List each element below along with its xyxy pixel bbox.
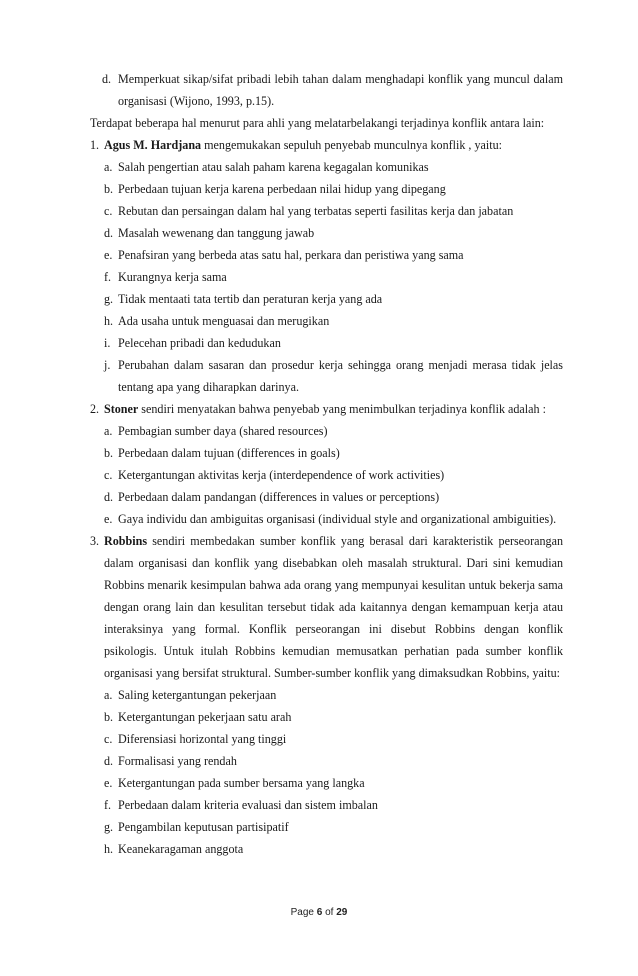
page-footer	[0, 907, 638, 918]
section-number: 3.	[90, 534, 100, 548]
footer-current-page: 6	[316, 907, 323, 918]
list-item	[104, 200, 563, 222]
footer-prefix: Page	[290, 907, 317, 918]
list-text: Saling ketergantungan pekerjaan	[118, 688, 277, 702]
list-text: Rebutan dan persaingan dalam hal yang terbatas seperti fasilitas kerja dan jabatan	[118, 204, 514, 218]
list-item	[104, 684, 563, 706]
list-text: Formalisasi yang rendah	[118, 754, 237, 768]
list-item	[104, 354, 563, 398]
list-text: Masalah wewenang dan tanggung jawab	[118, 226, 315, 240]
list-label: a.	[104, 160, 113, 174]
section-body: sendiri menyatakan bahwa penyebab yang menimbulkan terjadinya konflik adalah :	[138, 402, 546, 416]
list-item	[104, 310, 563, 332]
section-body: mengemukakan sepuluh penyebab munculnya konflik , yaitu:	[201, 138, 503, 152]
numbered-sections	[90, 134, 563, 860]
list-text: Ketergantungan aktivitas kerja (interdependence of work activities)	[118, 468, 445, 482]
lead-paragraph: Terdapat beberapa hal menurut para ahli yang melatarbelakangi terjadinya konflik antara lain:	[90, 116, 545, 130]
list-label: c.	[104, 468, 113, 482]
section-3	[90, 530, 563, 860]
list-text: Perubahan dalam sasaran dan prosedur kerja sehingga orang menjadi merasa tidak jelas tentang apa yang diharapkan darinya.	[118, 358, 563, 394]
author-name: Agus M. Hardjana	[104, 138, 202, 152]
list-label: d.	[104, 754, 114, 768]
list-text: Ketergantungan pekerjaan satu arah	[118, 710, 292, 724]
section-text	[104, 398, 563, 420]
list-text: Perbedaan dalam pandangan (differences in values or perceptions)	[118, 490, 440, 504]
footer-middle: of	[322, 907, 337, 918]
list-label: i.	[104, 336, 111, 350]
list-text: Ada usaha untuk menguasai dan merugikan	[118, 314, 330, 328]
author-name: Stoner	[104, 402, 139, 416]
list-text: Memperkuat sikap/sifat pribadi lebih tahan dalam menghadapi konflik yang muncul dalam organisasi (Wijono, 1993, p.15).	[118, 72, 563, 108]
list-label: c.	[104, 204, 113, 218]
section-1	[90, 134, 563, 398]
list-item	[104, 332, 563, 354]
list-text: Penafsiran yang berbeda atas satu hal, perkara dan peristiwa yang sama	[118, 248, 464, 262]
footer-total-pages: 29	[336, 907, 348, 918]
list-label: d.	[102, 72, 112, 86]
list-label: b.	[104, 182, 114, 196]
list-text: Keanekaragaman anggota	[118, 842, 244, 856]
list-label: h.	[104, 314, 114, 328]
list-label: b.	[104, 710, 114, 724]
list-item	[104, 772, 563, 794]
author-name: Robbins	[104, 534, 148, 548]
list-item	[104, 244, 563, 266]
list-text: Perbedaan dalam kriteria evaluasi dan sistem imbalan	[118, 798, 378, 812]
list-label: d.	[104, 490, 114, 504]
list-text: Perbedaan tujuan kerja karena perbedaan nilai hidup yang dipegang	[118, 182, 446, 196]
list-item	[104, 816, 563, 838]
list-item	[104, 728, 563, 750]
list-text: Perbedaan dalam tujuan (differences in goals)	[118, 446, 340, 460]
section-number: 2.	[90, 402, 100, 416]
list-text: Salah pengertian atau salah paham karena kegagalan komunikas	[118, 160, 429, 174]
page-content	[90, 68, 563, 860]
list-text: Gaya individu dan ambiguitas organisasi (individual style and organizational ambiguities).	[118, 512, 557, 526]
list-label: a.	[104, 688, 113, 702]
list-item	[104, 508, 563, 530]
list-label: h.	[104, 842, 114, 856]
list-label: j.	[104, 358, 111, 372]
section-text	[104, 134, 563, 156]
list-item	[104, 222, 563, 244]
list-text: Ketergantungan pada sumber bersama yang langka	[118, 776, 365, 790]
list-label: f.	[104, 798, 112, 812]
list-item	[104, 838, 563, 860]
list-item	[104, 266, 563, 288]
list-label: e.	[104, 512, 113, 526]
list-text: Diferensiasi horizontal yang tinggi	[118, 732, 287, 746]
list-item	[104, 794, 563, 816]
list-item	[104, 706, 563, 728]
list-item	[104, 156, 563, 178]
intro-list-item	[90, 68, 563, 112]
list-label: d.	[104, 226, 114, 240]
list-label: a.	[104, 424, 113, 438]
list-text: Pembagian sumber daya (shared resources)	[118, 424, 328, 438]
list-text: Pelecehan pribadi dan kedudukan	[118, 336, 281, 350]
list-label: b.	[104, 446, 114, 460]
list-label: g.	[104, 820, 114, 834]
section-text	[104, 530, 563, 684]
list-label: e.	[104, 776, 113, 790]
list-text: Tidak mentaati tata tertib dan peraturan kerja yang ada	[118, 292, 383, 306]
list-item	[104, 442, 563, 464]
section-number: 1.	[90, 138, 100, 152]
list-item	[104, 486, 563, 508]
section-body: sendiri membedakan sumber konflik yang berasal dari karakteristik perseorangan dalam organisasi dan konflik yang disebabkan oleh masalah struktural. Dari sini kemudian Robbins menarik kesimpulan bahwa ada orang yang mempunyai kesulitan untuk bekerja sama dengan orang lain dan kesulitan tersebut tidak ada kaitannya dengan kemampuan kerja atau interaksinya yang formal. Konflik perseorangan ini disebut Robbins dengan konflik psikologis. Untuk itulah Robbins kemudian memusatkan perhatian pada sumber konflik organisasi yang bersifat struktural. Sumber-sumber konflik yang dimaksudkan Robbins, yaitu:	[104, 534, 563, 680]
list-item	[104, 464, 563, 486]
list-item	[104, 288, 563, 310]
list-label: c.	[104, 732, 113, 746]
section-2	[90, 398, 563, 530]
list-label: e.	[104, 248, 113, 262]
list-text: Pengambilan keputusan partisipatif	[118, 820, 289, 834]
list-label: f.	[104, 270, 112, 284]
list-item	[104, 178, 563, 200]
list-item	[104, 420, 563, 442]
list-item	[104, 750, 563, 772]
list-label: g.	[104, 292, 114, 306]
list-text: Kurangnya kerja sama	[118, 270, 227, 284]
